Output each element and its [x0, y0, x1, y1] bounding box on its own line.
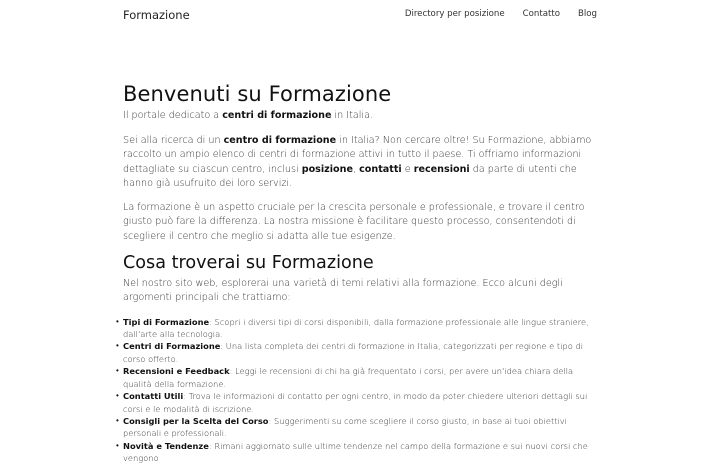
- list-item-label: Tipi di Formazione: [123, 316, 210, 327]
- intro-text-i: da parte di utenti che hanno già usufruito dei loro servizi.: [123, 163, 577, 189]
- list-item-label: Centri di Formazione: [123, 341, 221, 352]
- intro-bold-contatti: contatti: [359, 163, 402, 175]
- lead-text-bold: centri di formazione: [222, 110, 332, 121]
- intro-text-g: e: [401, 163, 414, 175]
- top-navigation: [0, 0, 720, 30]
- intro-paragraph-1: [123, 134, 597, 191]
- list-item: [123, 390, 597, 415]
- lead-text-end: in Italia.: [331, 110, 374, 121]
- topics-list: [123, 316, 597, 465]
- nav-menu: [405, 9, 597, 19]
- list-item-text: : Suggerimenti su come scegliere il corso giusto, in base ai tuoi obiettivi personali e professionali.: [123, 415, 567, 439]
- list-item-text: : Scopri i diversi tipi di corsi disponibili, dalla formazione professionale alle lingue straniere, dall'arte alla tecnologia.: [123, 316, 589, 340]
- page-lead: [123, 109, 597, 122]
- list-item-text: : Trova le informazioni di contatto per ogni centro, in modo da poter chiedere ulteriori dettagli sui corsi e le modalità di iscrizione.: [123, 391, 588, 414]
- main-content: [123, 80, 597, 465]
- list-item-text: : Rimani aggiornato sulle ultime tendenze nel campo della formazione e sui nuovi corsi che vengono: [123, 440, 588, 464]
- list-item-label: Contatti Utili: [123, 391, 184, 402]
- nav-item-blog[interactable]: Blog: [578, 9, 597, 19]
- list-item-text: : Leggi le recensioni di chi ha già frequentato i corsi, per avere un'idea chiara della qualità della formazione.: [123, 366, 574, 389]
- intro-paragraph-2: La formazione è un aspetto cruciale per la crescita personale e professionale, e trovare il centro giusto può fare la differenza. La nostra missione è facilitare questo processo, consentendoti di scegliere il centro che meglio si adatta alle tue esigenze.: [123, 202, 585, 242]
- intro-text-c: in Italia? Non cercare oltre! Su Formazione, abbiamo raccolto un ampio elenco di centri di formazione attivi in tutto il paese. Ti offriamo informazioni dettagliate su ciascun centro, inclusi: [123, 135, 592, 175]
- intro-text-a: Sei alla ricerca di un: [123, 135, 224, 146]
- list-item-label: Recensioni e Feedback: [123, 366, 230, 377]
- nav-item-directory[interactable]: Directory per posizione: [404, 9, 505, 19]
- list-item: [123, 365, 597, 390]
- list-item-text: : Una lista completa dei centri di formazione in Italia, categorizzati per regione e tipo di corso offerto.: [123, 341, 584, 364]
- list-item: [123, 340, 597, 365]
- page-title: Benvenuti su Formazione: [123, 82, 392, 106]
- list-item: [123, 440, 597, 465]
- list-item: [123, 415, 597, 440]
- lead-text-start: Il portale dedicato a: [123, 110, 223, 121]
- nav-item-contatto[interactable]: Contatto: [522, 9, 560, 19]
- section-intro: Nel nostro sito web, esplorerai una varietà di temi relativi alla formazione. Ecco alcuni degli argomenti principali che trattiamo:: [123, 278, 563, 304]
- intro-bold-posizione: posizione: [301, 163, 353, 175]
- intro-bold-recensioni: recensioni: [413, 163, 470, 175]
- site-brand-link[interactable]: Formazione: [123, 8, 190, 22]
- intro-bold-centro: centro di formazione: [223, 135, 337, 146]
- intro-text-e: ,: [352, 163, 360, 175]
- section-title: Cosa troverai su Formazione: [123, 253, 374, 274]
- list-item-label: Consigli per la Scelta del Corso: [123, 415, 269, 426]
- list-item-label: Novità e Tendenze: [123, 440, 209, 451]
- list-item: [123, 316, 597, 341]
